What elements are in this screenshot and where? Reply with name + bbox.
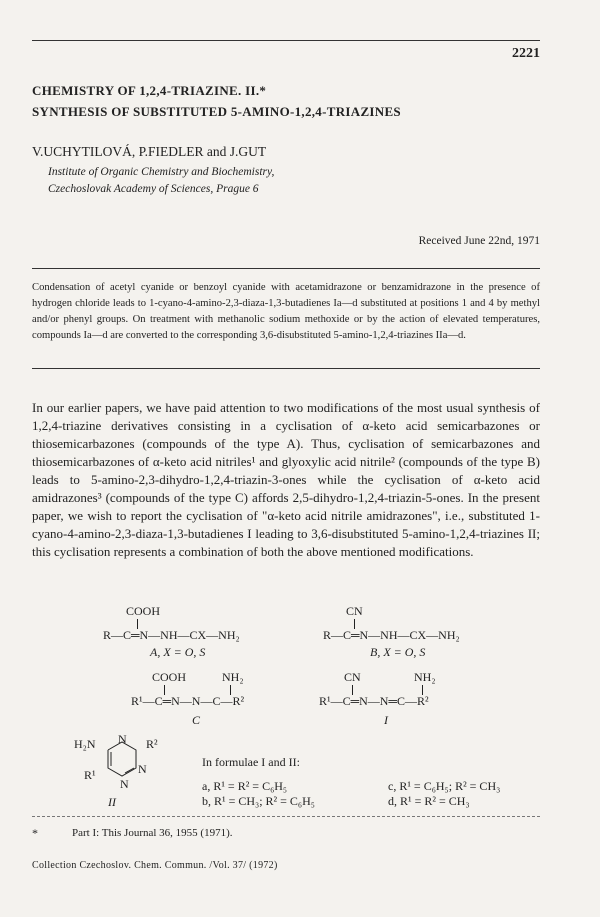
formula-ii-nh2: H₂N — [74, 737, 96, 751]
legend-a: a, R¹ = R² = C₆H₅ — [202, 779, 288, 793]
formula-ii-n-ring: N — [138, 762, 147, 776]
formula-a-main: R—C═N—NH—CX—NH₂ — [103, 628, 240, 642]
institution-line-2: Czechoslovak Academy of Sciences, Prague 6 — [48, 183, 259, 195]
formula-ii-label: II — [108, 795, 116, 809]
page-number: 2221 — [512, 46, 540, 61]
formula-c-top-2: NH₂ — [222, 670, 244, 684]
formula-i-top-2: NH₂ — [414, 670, 436, 684]
body-text — [32, 399, 540, 561]
journal-footer: Collection Czechoslov. Chem. Commun. /Vol. 37/ (1972) — [32, 860, 278, 871]
formula-a-label: A, X = O, S — [150, 645, 206, 659]
title-line-2: SYNTHESIS OF SUBSTITUTED 5-AMINO-1,2,4-TRIAZINES — [32, 104, 401, 119]
abstract-top-rule — [32, 268, 540, 269]
legend-d: d, R¹ = R² = CH₃ — [388, 794, 470, 808]
formula-i-label: I — [384, 713, 388, 727]
legend-b: b, R¹ = CH₃; R² = C₆H₅ — [202, 794, 315, 808]
formula-b-top: CN — [346, 604, 363, 618]
institution-line-1: Institute of Organic Chemistry and Biochemistry, — [48, 166, 275, 178]
formula-c-top-1: COOH — [152, 670, 187, 684]
formula-i-main: R¹—C═N—N═C—R² — [319, 694, 429, 708]
abstract-bottom-rule — [32, 368, 540, 369]
received-date: Received June 22nd, 1971 — [418, 235, 540, 247]
formula-ii-r2: R² — [146, 737, 158, 751]
formula-b-label: B, X = O, S — [370, 645, 426, 659]
triazine-ring-bonds — [108, 742, 136, 776]
formula-ii-n-bottom: N — [120, 777, 129, 791]
legend-intro: In formulae I and II: — [202, 755, 300, 769]
formula-ii-r1: R¹ — [84, 768, 96, 782]
formula-ii-n4: N — [118, 732, 127, 746]
footnote-marker: * — [32, 826, 38, 840]
footnote: Part I: This Journal 36, 1955 (1971). — [72, 827, 233, 839]
legend-c: c, R¹ = C₆H₅; R² = CH₃ — [388, 779, 501, 793]
body-paragraph: In our earlier papers, we have paid attention to two modifications of the most usual synthesis of 1,2,4-triazine derivatives consisting in a cyclisation of α-keto acid semicarbazones or thiosemicarbazones (compounds of the type A). Thus, cyclisation of semicarbazones and thiosemicarbazones of α-keto acid nitriles¹ and glyoxylic acid nitrile² (compounds of the type B) leads to 5-amino-2,3-dihydro-1,2,4-triazin-3-ones while the cyclisation of α-keto acid amidrazones³ (compounds of the type C) affords 2,5-dihydro-1,2,4-triazin-5-ones. In the present paper, we wish to report the cyclisation of "α-keto acid nitrile amidrazones", i.e., substituted 1-cyano-4-amino-2,3-diaza-1,3-butadienes I leading to 3,6-disubstituted 5-amino-1,2,4-triazines II; this cyclisation represents a combination of both the above mentioned modifications. — [32, 400, 540, 559]
formula-i-top-1: CN — [344, 670, 361, 684]
formula-b-main: R—C═N—NH—CX—NH₂ — [323, 628, 460, 642]
title-line-1: CHEMISTRY OF 1,2,4-TRIAZINE. II.* — [32, 83, 267, 98]
formula-a-top: COOH — [126, 604, 161, 618]
formula-c-label: C — [192, 713, 201, 727]
formula-c-main: R¹—C═N—N—C—R² — [131, 694, 245, 708]
footnote-rule — [32, 816, 540, 817]
abstract: Condensation of acetyl cyanide or benzoyl cyanide with acetamidrazone or benzamidrazone in the presence of hydrogen chloride leads to 1-cyano-4-amino-2,3-diaza-1,3-butadienes Ia—d substituted at positions 1 and 4 by methyl and/or phenyl groups. On treatment with methanolic sodium methoxide or by the action of elevated temperatures, compounds Ia—d are converted to the corresponding 3,6-disubstituted 5-amino-1,2,4-triazines IIa—d. — [32, 282, 540, 341]
authors: V.UCHYTILOVÁ, P.FIEDLER and J.GUT — [32, 144, 267, 159]
header-rule — [32, 40, 540, 41]
